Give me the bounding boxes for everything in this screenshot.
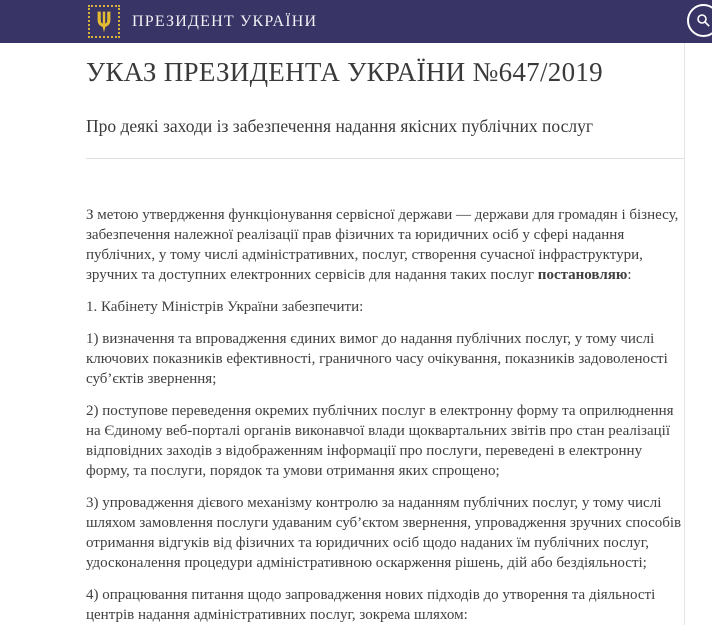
home-link[interactable] [88, 0, 317, 43]
decree-intro-paragraph [86, 205, 684, 285]
intro-colon: : [627, 267, 632, 283]
search-button[interactable] [687, 4, 712, 37]
decree-title: УКАЗ ПРЕЗИДЕНТА УКРАЇНИ №647/2019 [86, 57, 603, 87]
decree-paragraph: 4) опрацювання питання щодо запровадження нових підходів до утворення та діяльності центрів надання адміністративних послуг, зокрема шляхом: [86, 587, 656, 623]
decree-paragraph: 1. Кабінету Міністрів України забезпечити: [86, 299, 364, 315]
site-title: ПРЕЗИДЕНТ УКРАЇНИ [132, 12, 318, 30]
decree-body [86, 205, 684, 625]
decree-page [86, 43, 684, 625]
coat-of-arms-emblem [88, 5, 120, 38]
decree-paragraph: 3) упровадження дієвого механізму контролю за наданням публічних послуг, у тому числі шляхом замовлення послуги удаваним суб’єктом звернення, упровадження зручних способів отримання відгуків від фізичних та юридичних осіб щодо наданих їм публічних послуг, удосконалення процедури адміністративною оскарження рішень, дій або бездіяльності; [86, 495, 682, 571]
search-icon [696, 13, 711, 28]
intro-bold-word: постановляю [537, 267, 628, 283]
content-right-rule [684, 43, 685, 625]
intro-text: З метою утвердження функціонування сервісної держави — держави для громадян і бізнесу, забезпечення належної реалізації прав фізичних та юридичних осіб у сфері надання публічних, у тому числі адміністративних, послуг, створення сучасної інфраструктури, зручних та доступних електронних сервісів для надання таких послуг [86, 207, 679, 283]
trident-icon [96, 11, 112, 33]
divider [86, 158, 684, 159]
decree-paragraph: 1) визначення та впровадження єдиних вимог до надання публічних послуг, у тому числі ключових показників ефективності, граничного часу очікування, показників задоволеності суб’єктів звернення; [86, 331, 668, 387]
site-header [0, 0, 712, 43]
decree-subtitle: Про деякі заходи із забезпечення надання якісних публічних послуг [86, 116, 594, 136]
decree-paragraph: 2) поступове переведення окремих публічних послуг в електронну форму та оприлюднення на Єдиному веб-порталі органів виконавчої влади щоквартальних звітів про стан реалізації відповідних заходів з відображенням інформації про послуги, переведені в електронну форму, та послуги, порядок та умови отримання яких спрощено; [86, 403, 674, 479]
